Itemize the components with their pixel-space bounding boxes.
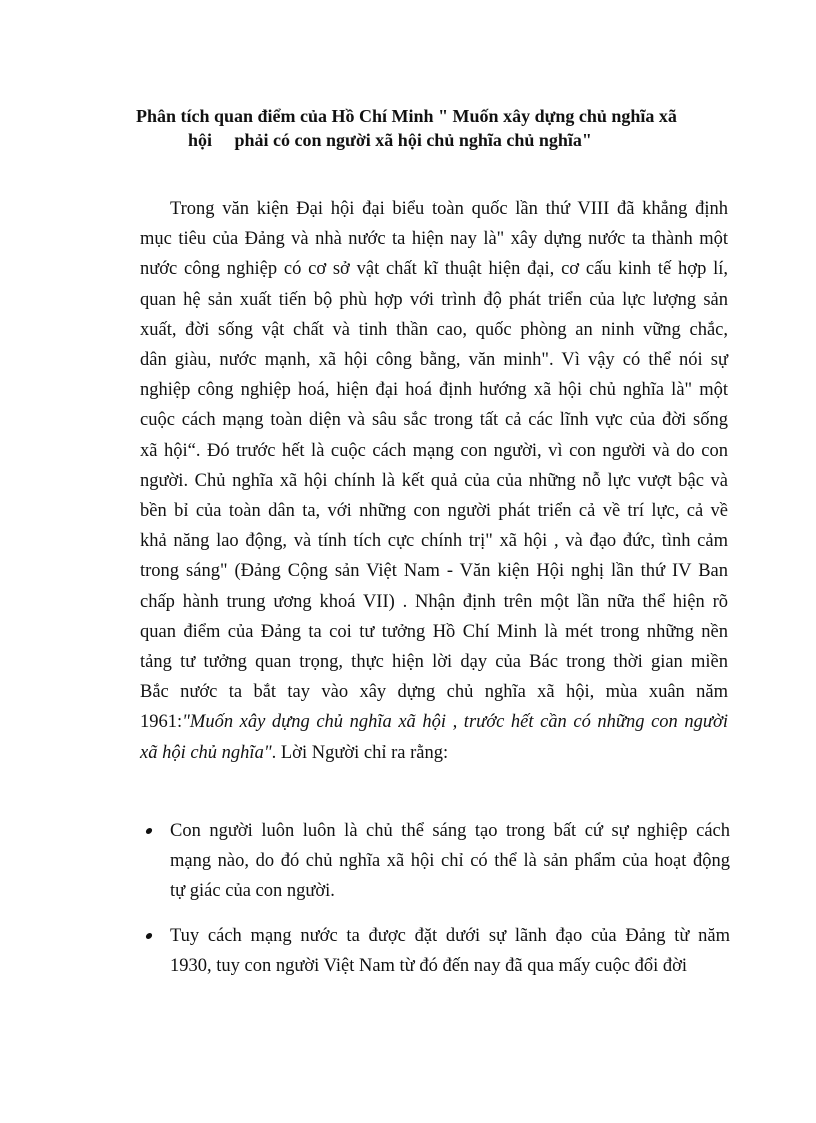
document-title xyxy=(136,104,736,152)
paragraph-line: dân giàu, nước mạnh, xã hội công bằng, văn minh". Vì vậy có thể nói sự xyxy=(140,350,728,371)
year-prefix: 1961: xyxy=(140,712,183,733)
quote-followup: . Lời Người chỉ ra rằng: xyxy=(271,742,449,763)
paragraph-line: Bắc nước ta bắt tay vào xây dựng chủ nghĩa xã hội, mùa xuân năm xyxy=(140,682,728,703)
bullet-line: tự giác của con người. xyxy=(170,881,335,902)
paragraph-line: quan điểm của Đảng ta coi tư tưởng Hồ Chí Minh là mét trong những nền xyxy=(140,621,728,642)
quote-part-1: "Muốn xây dựng chủ nghĩa xã hội , trước hết cần có những con người xyxy=(182,712,728,733)
paragraph-line: nghiệp công nghiệp hoá, hiện đại hoá định hướng xã hội chủ nghĩa là" một xyxy=(140,380,728,401)
paragraph-line: quan hệ sản xuất tiến bộ phù hợp với trình độ phát triển của lực lượng sản xyxy=(140,289,728,310)
paragraph-line: chấp hành trung ương khoá VII) . Nhận định trên một lần nữa thể hiện rõ xyxy=(140,591,728,612)
title-line-2: hội phải có con người xã hội chủ nghĩa chủ nghĩa" xyxy=(188,130,592,150)
bullet-line: 1930, tuy con người Việt Nam từ đó đến nay đã qua mấy cuộc đổi đời xyxy=(170,955,688,976)
bullet-line: mạng nào, do đó chủ nghĩa xã hội chỉ có thể là sản phẩm của hoạt động xyxy=(170,851,730,872)
main-paragraph xyxy=(140,194,728,768)
bullet-line: Con người luôn luôn là chủ thể sáng tạo trong bất cứ sự nghiệp cách xyxy=(170,821,730,841)
paragraph-line-quote-end xyxy=(140,738,728,768)
paragraph-line: khả năng lao động, và tính tích cực chính trị" xã hội , và đạo đức, tình cảm xyxy=(140,531,728,552)
bullet-list xyxy=(140,816,730,995)
paragraph-line-quote-start xyxy=(140,707,728,737)
quote-part-2: xã hội chủ nghĩa" xyxy=(140,742,272,763)
paragraph-line: xuất, đời sống vật chất và tinh thần cao, quốc phòng an ninh vững chắc, xyxy=(140,319,728,340)
paragraph-line: Trong văn kiện Đại hội đại biểu toàn quốc lần thứ VIII đã khẳng định xyxy=(170,199,728,219)
bullet-line: Tuy cách mạng nước ta được đặt dưới sự lãnh đạo của Đảng từ năm xyxy=(170,925,730,946)
paragraph-line: mục tiêu của Đảng và nhà nước ta hiện nay là" xây dựng nước ta thành một xyxy=(140,229,728,250)
title-line-1: Phân tích quan điểm của Hồ Chí Minh " Muốn xây dựng chủ nghĩa xã xyxy=(136,106,677,126)
bullet-icon xyxy=(145,828,153,834)
paragraph-line: cuộc cách mạng toàn diện và sâu sắc trong tất cả các lĩnh vực của đời sống xyxy=(140,410,728,431)
paragraph-line: bền bỉ của toàn dân ta, với những con người phát triển cả về trí lực, cả về xyxy=(140,501,728,522)
bullet-icon xyxy=(145,933,153,939)
bullet-item-2 xyxy=(140,921,730,981)
bullet-item-1 xyxy=(140,816,730,907)
paragraph-line: xã hội“. Đó trước hết là cuộc cách mạng con người, vì con người và do con xyxy=(140,440,728,461)
paragraph-line: tảng tư tưởng quan trọng, thực hiện lời dạy của Bác trong thời gian miền xyxy=(140,652,728,673)
paragraph-line: nước công nghiệp có cơ sở vật chất kĩ thuật hiện đại, cơ cấu kinh tế hợp lí, xyxy=(140,259,728,280)
paragraph-line: người. Chủ nghĩa xã hội chính là kết quả của của những nỗ lực vượt bậc và xyxy=(140,470,728,491)
paragraph-line: trong sáng" (Đảng Cộng sản Việt Nam - Văn kiện Hội nghị lần thứ IV Ban xyxy=(140,561,728,582)
